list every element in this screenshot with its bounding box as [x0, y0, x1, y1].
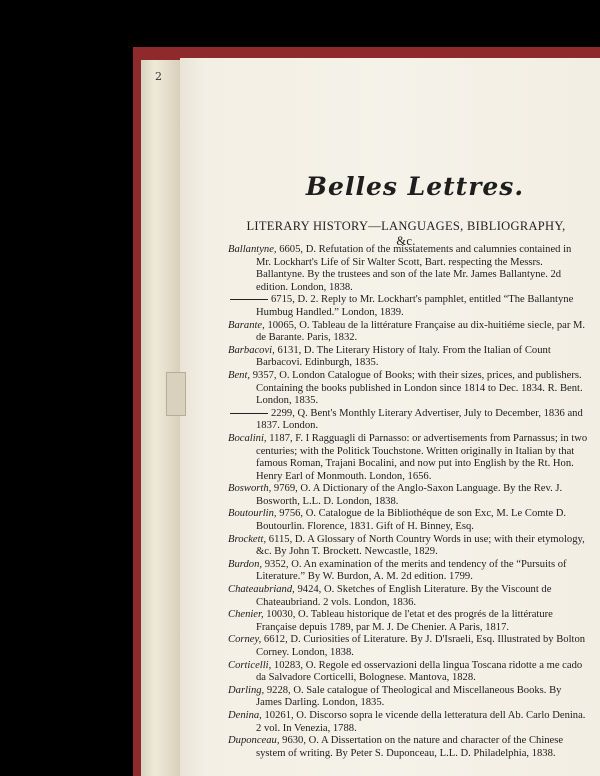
ditto-dash — [230, 413, 268, 414]
list-item — [228, 559, 588, 584]
list-item — [228, 685, 588, 710]
entry-text: 10030, O. Tableau historique de l'etat et des progrés de la littérature Française depuis 1789, par M. J. De Chenier. A Paris, 1817. — [256, 609, 553, 633]
entry-head: Burdon, — [228, 558, 263, 570]
entry-head: Barbacovi, — [228, 344, 275, 356]
list-item — [228, 634, 588, 659]
entry-text: 6131, D. The Literary History of Italy. From the Italian of Count Barbacovi. Edinburgh, 1835. — [256, 344, 551, 369]
section-heading: LITERARY HISTORY—LANGUAGES, BIBLIOGRAPHY, &c. — [246, 219, 566, 248]
list-item — [228, 534, 588, 559]
entry-text: 9769, O. A Dictionary of the Anglo-Saxon Language. By the Rev. J. Bosworth, L.L. D. London, 1838. — [256, 483, 563, 507]
entry-head: Bocalini, — [228, 432, 267, 444]
entry-text: 6715, D. 2. Reply to Mr. Lockhart's pamphlet, entitled “The Ballantyne Humbug Handled.” London, 1839. — [256, 294, 574, 318]
list-item — [228, 508, 588, 533]
list-item — [228, 244, 588, 294]
page-mark: 2 — [155, 70, 162, 83]
entry-head: Duponceau, — [228, 735, 280, 747]
list-item — [228, 735, 588, 760]
entry-text: 6612, D. Curiosities of Literature. By J. D'Israeli, Esq. Illustrated by Bolton Corney. London, 1838. — [256, 634, 586, 658]
list-item — [228, 609, 588, 634]
list-item — [228, 584, 588, 609]
list-item — [228, 294, 588, 319]
entry-text: 9630, O. A Dissertation on the nature and character of the Chinese system of writing. By Peter S. Duponceau, L.L. D. Philadelphia, 1838. — [256, 735, 564, 759]
entry-text: 10283, O. Regole ed osservazioni della lingua Toscana ridotte a me cado da Salvadore Corticelli, Bolognese. Mantova, 1828. — [256, 659, 583, 684]
entry-head: Boutourlin, — [228, 508, 277, 520]
entry-text: 6605, D. Refutation of the misstatements and calumnies contained in Mr. Lockhart's Life of Sir Walter Scott, Bart. respecting the Messrs. Ballantyne. By the trustees and son of the late Mr. James Ballantyne. 2d edition. London, 1838. — [256, 244, 572, 293]
ditto-dash — [230, 299, 268, 300]
entry-head: Chenier, — [228, 609, 264, 621]
entry-head: Chateaubriand, — [228, 584, 295, 596]
entry-head: Darling, — [228, 684, 265, 696]
entry-list — [228, 244, 588, 760]
entry-head: Corticelli, — [228, 659, 272, 671]
list-item — [228, 710, 588, 735]
entry-text: 10065, O. Tableau de la littérature Française au dix-huitiéme siecle, par M. de Barante. Paris, 1832. — [256, 319, 586, 344]
entry-text: 9228, O. Sale catalogue of Theological and Miscellaneous Books. By James Darling. London, 1835. — [256, 684, 562, 709]
entry-head: Denina, — [228, 709, 262, 721]
list-item — [228, 370, 588, 408]
entry-text: 10261, O. Discorso sopra le vicende della letteratura dell Ab. Carlo Denina. 2 vol. In Venezia, 1788. — [256, 709, 586, 734]
list-item — [228, 408, 588, 433]
entry-text: 9756, O. Catalogue de la Bibliothéque de son Exc, M. Le Comte D. Boutourlin. Florence, 1831. Gift of H. Binney, Esq. — [256, 508, 567, 533]
entry-text: 9424, O. Sketches of English Literature. By the Viscount de Chateaubriand. 2 vols. London, 1836. — [256, 584, 552, 608]
list-item — [228, 660, 588, 685]
entry-head: Bosworth, — [228, 483, 272, 495]
entry-text: 1187, F. I Ragguagli di Parnasso: or advertisements from Parnassus; in two centuries; with the Politick Touchstone. Written originally in Italian by that famous Roman, Trajani Bocalini, and now put into English by the Rt. Hon. Henry Earl of Monmouth. London, 1656. — [256, 432, 588, 482]
entry-text: 2299, Q. Bent's Monthly Literary Advertiser, July to December, 1836 and 1837. London. — [256, 407, 583, 432]
list-item — [228, 345, 588, 370]
entry-text: 9352, O. An examination of the merits and tendency of the “Pursuits of Literature.” By W. Burdon, A. M. 2d edition. 1799. — [256, 558, 567, 583]
list-item — [228, 320, 588, 345]
entry-head: Bent, — [228, 369, 251, 381]
entry-head: Brockett, — [228, 533, 267, 545]
page-tab — [166, 372, 186, 416]
list-item — [228, 433, 588, 483]
entry-head: Barante, — [228, 319, 265, 331]
entry-head: Ballantyne, — [228, 244, 277, 255]
entry-text: 6115, D. A Glossary of North Country Words in use; with their etymology, &c. By John T. Brockett. Newcastle, 1829. — [256, 533, 585, 558]
entry-text: 9357, O. London Catalogue of Books; with their sizes, prices, and publishers. Containing the books published in London since 1814 to Dec. 1834. R. Bent. London, 1835. — [252, 369, 583, 407]
page-title: Belles Lettres. — [305, 172, 525, 201]
entry-head: Corney, — [228, 634, 262, 646]
list-item — [228, 483, 588, 508]
